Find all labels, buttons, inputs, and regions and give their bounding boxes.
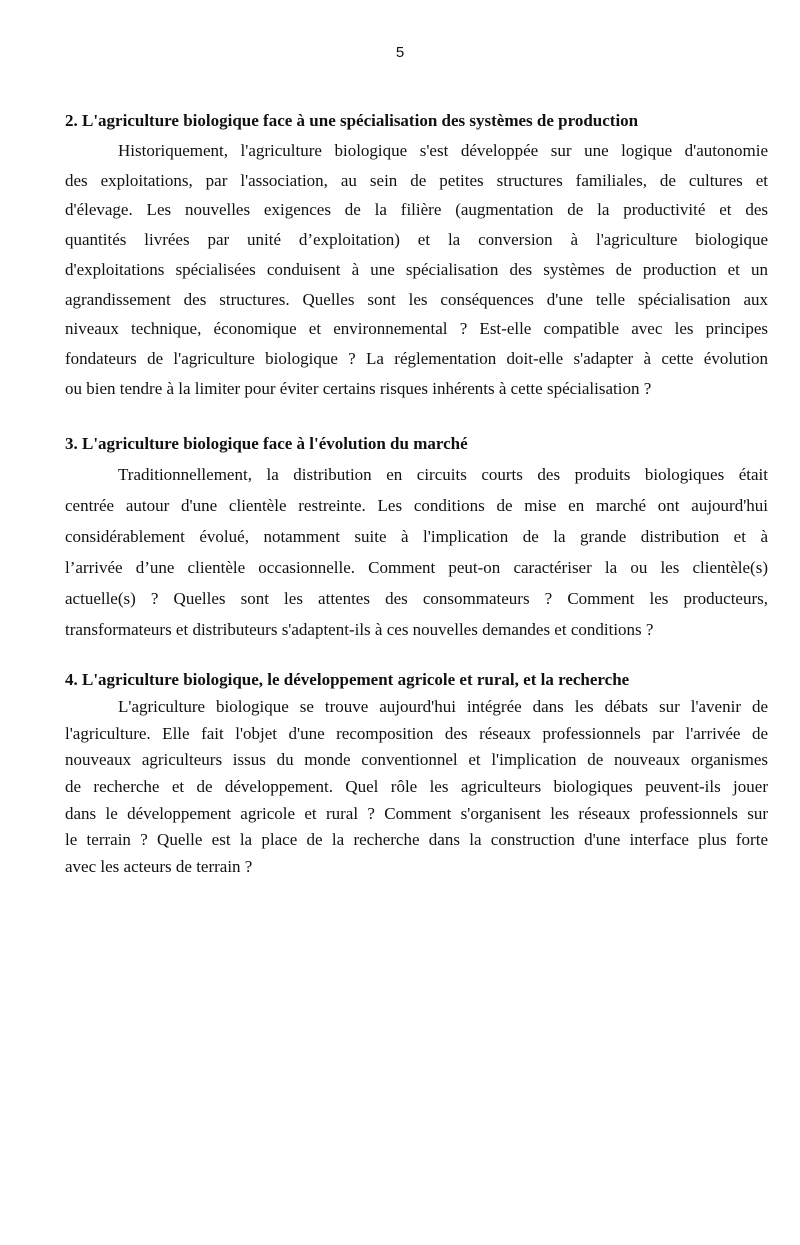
section-2 xyxy=(65,106,768,404)
paragraph-line: le terrain ? Quelle est la place de la recherche dans la construction d'une interface plus forte xyxy=(65,830,768,850)
paragraph-line: transformateurs et distributeurs s'adaptent-ils à ces nouvelles demandes et conditions ? xyxy=(65,620,654,639)
paragraph-line: agrandissement des structures. Quelles sont les conséquences d'une telle spécialisation aux xyxy=(65,289,768,309)
section-4 xyxy=(65,666,768,881)
paragraph-line: l’arrivée d’une clientèle occasionnelle. Comment peut-on caractériser la ou les clientèle(s) xyxy=(65,558,768,577)
paragraph-line: centrée autour d'une clientèle restreinte. Les conditions de mise en marché ont aujourd'hui xyxy=(65,496,768,515)
section-heading: 2. L'agriculture biologique face à une spécialisation des systèmes de production xyxy=(65,111,639,130)
section-heading: 3. L'agriculture biologique face à l'évolution du marché xyxy=(65,434,468,453)
paragraph-line: d'exploitations spécialisées conduisent à une spécialisation des systèmes de production et un xyxy=(65,259,768,279)
paragraph-line: considérablement évolué, notamment suite à l'implication de la grande distribution et à xyxy=(65,527,768,546)
paragraph-line: ou bien tendre à la limiter pour éviter certains risques inhérents à cette spécialisation ? xyxy=(65,378,652,398)
paragraph-line: Historiquement, l'agriculture biologique s'est développée sur une logique d'autonomie xyxy=(118,140,768,160)
paragraph-line: niveaux technique, économique et environnemental ? Est-elle compatible avec les principes xyxy=(65,319,768,339)
paragraph-line: d'élevage. Les nouvelles exigences de la filière (augmentation de la productivité et des xyxy=(65,200,768,220)
paragraph-line: avec les acteurs de terrain ? xyxy=(65,857,253,877)
section-3 xyxy=(65,428,768,645)
paragraph-line: nouveaux agriculteurs issus du monde conventionnel et l'implication de nouveaux organismes xyxy=(65,750,768,770)
paragraph-line: quantités livrées par unité d’exploitation) et la conversion à l'agriculture biologique xyxy=(65,230,768,249)
page-number: 5 xyxy=(395,44,405,61)
paragraph-line: actuelle(s) ? Quelles sont les attentes des consommateurs ? Comment les producteurs, xyxy=(65,589,768,608)
paragraph-line: dans le développement agricole et rural ? Comment s'organisent les réseaux professionnels sur xyxy=(65,803,768,823)
paragraph-line: Traditionnellement, la distribution en circuits courts des produits biologiques était xyxy=(118,465,768,484)
paragraph-line: fondateurs de l'agriculture biologique ? La réglementation doit-elle s'adapter à cette évolution xyxy=(65,349,768,368)
paragraph-line: de recherche et de développement. Quel rôle les agriculteurs biologiques peuvent-ils jouer xyxy=(65,777,768,797)
paragraph-line: l'agriculture. Elle fait l'objet d'une recomposition des réseaux professionnels par l'arrivée de xyxy=(65,723,768,743)
section-heading: 4. L'agriculture biologique, le développement agricole et rural, et la recherche xyxy=(65,670,630,689)
paragraph-line: L'agriculture biologique se trouve aujourd'hui intégrée dans les débats sur l'avenir de xyxy=(118,697,768,716)
paragraph-line: des exploitations, par l'association, au sein de petites structures familiales, de cultures et xyxy=(65,170,768,190)
